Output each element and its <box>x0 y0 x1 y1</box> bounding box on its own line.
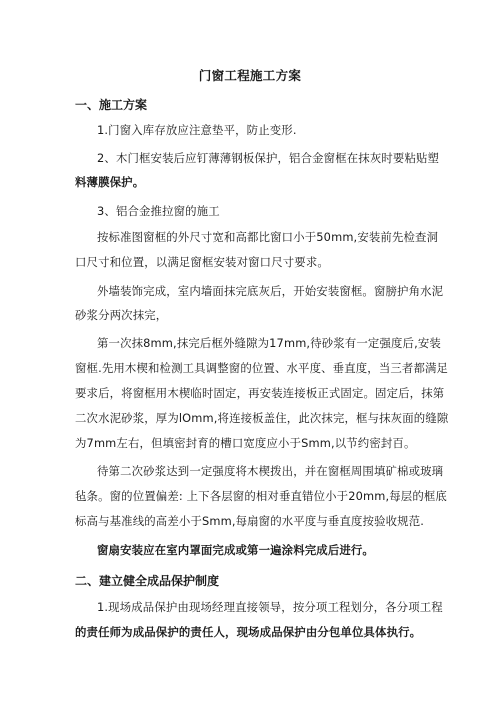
paragraph-line: 标高与基准线的高差小于Smm,每扇窗的水平度与垂直度按验收规范. <box>75 514 425 528</box>
paragraph-line: 为7mm左右，但填密封育的槽口宽度应小于Smm,以节约密封百。 <box>75 436 416 450</box>
paragraph-line: 的责任师为成品保护的责任人，现场成品保护由分包单位具体执行。 <box>75 625 422 639</box>
paragraph-line: 待第二次砂浆达到一定强度将木楔拨出，并在窗框周围填矿棉或玻璃 <box>97 464 444 478</box>
paragraph-line: 料薄膜保护。 <box>75 175 145 189</box>
document-title: 门窗工程施工方案 <box>198 68 302 83</box>
paragraph-line: 2、木门框安装后应钉薄薄钢板保护，铝合金窗框在抹灰时要粘贴塑 <box>97 151 440 165</box>
paragraph-line: 口尺寸和位置，以满足窗框安装对窗口尺寸要求。 <box>75 255 329 269</box>
paragraph-line: 毡条。窗的位置偏差: 上下各层窗的相对垂直错位小于20mm,每层的框底 <box>75 489 447 503</box>
section-heading-protection-system: 二、建立健全成品保护制度 <box>75 574 220 588</box>
paragraph-line: 3、铝合金推拉窗的施工 <box>97 204 220 218</box>
section-heading-construction-plan: 一、施工方案 <box>75 98 148 112</box>
paragraph-line: 要求后，将窗框用木楔临时固定，再安装连接板正式固定。固定后，抹第 <box>75 386 445 400</box>
paragraph-line: 砂浆分两次抹完， <box>75 308 168 322</box>
paragraph-line: 窗扇安装应在室内罩面完成或第一遍涂料完成后进行。 <box>97 543 374 557</box>
paragraph-line: 窗框.先用木楔和检测工具调整窗的位置、水平度、垂直度，当三者都满足 <box>75 361 449 375</box>
paragraph-line: 外墙装饰完成，室内墙面抹完底灰后，开始安装窗框。窗膀护角水泥 <box>97 284 444 298</box>
paragraph-line: 1.门窗入库存放应注意垫平，防止变形. <box>97 123 297 137</box>
paragraph-line: 二次水泥砂浆，厚为lOmm,将连接板盖住，此次抹完，框与抹灰面的缝隙 <box>75 411 449 425</box>
paragraph-line: 1.现场成品保护由现场经理直接领导，按分项工程划分，各分项工程 <box>97 600 443 614</box>
paragraph-line: 第一次抹8mm,抹完后框外缝隙为17mm,待砂浆有一定强度后,安装 <box>97 336 441 350</box>
paragraph-line: 按标准图窗框的外尺寸宽和高都比窗口小于50mm,安装前先检查洞 <box>97 230 439 244</box>
